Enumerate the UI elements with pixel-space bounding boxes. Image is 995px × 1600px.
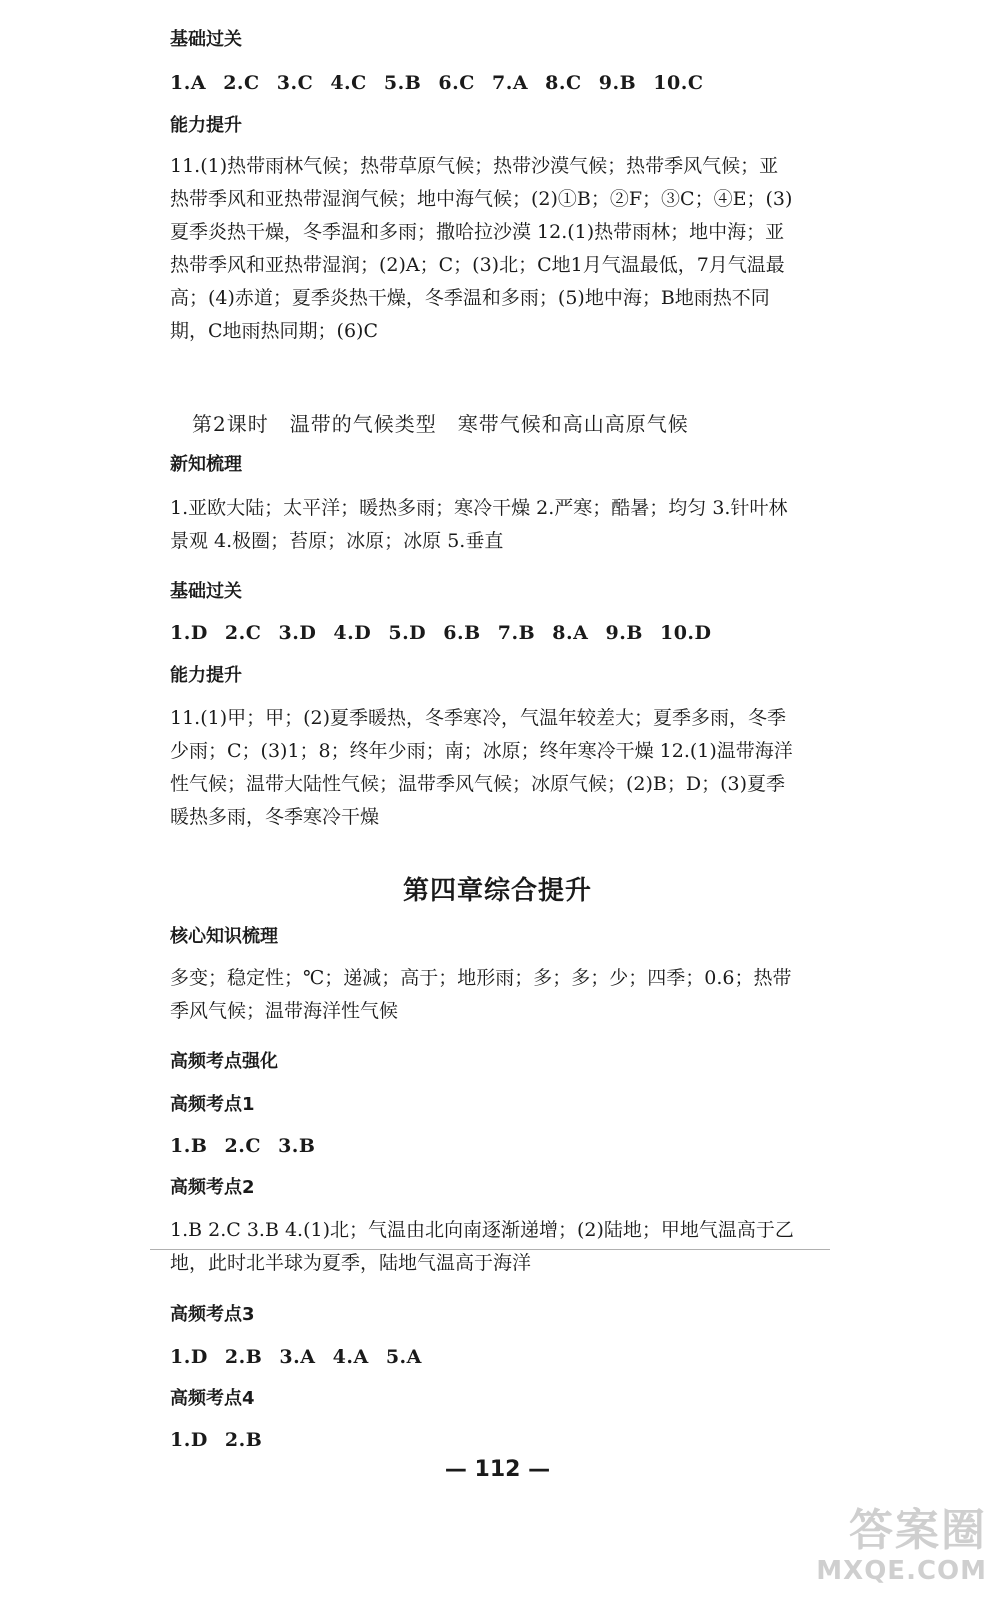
chapter-title: 第四章综合提升 xyxy=(402,876,592,906)
heading-basic-1: 基础过关 xyxy=(170,29,242,50)
answers-point-1: 1.B 2.C 3.B xyxy=(170,1135,316,1157)
text-ability-2: 11.(1)甲；甲；(2)夏季暖热，冬季寒冷，气温年较差大；夏季多雨，冬季少雨；C；(3)1；8；终年少雨；南；冰原；终年寒冷干燥 12.(1)温带海洋性气候；温带大陆性气候；温带季风气候；冰原气候；(2)B；D；(3)夏季暖热多雨，冬季寒冷干燥 xyxy=(170,707,793,828)
heading-new-knowledge: 新知梳理 xyxy=(170,454,242,475)
heading-point-2: 高频考点2 xyxy=(170,1177,255,1198)
page-number: — 112 — xyxy=(444,1457,551,1482)
lesson-title: 第2课时 温带的气候类型 寒带气候和高山高原气候 xyxy=(192,412,689,436)
text-point-2: 1.B 2.C 3.B 4.(1)北；气温由北向南逐渐递增；(2)陆地；甲地气温高于乙地，此时北半球为夏季，陆地气温高于海洋 xyxy=(170,1219,794,1274)
answers-basic-2: 1.D 2.C 3.D 4.D 5.D 6.B 7.B 8.A 9.B 10.D xyxy=(170,622,712,644)
text-ability-1: 11.(1)热带雨林气候；热带草原气候；热带沙漠气候；热带季风气候；亚热带季风和亚热带湿润气候；地中海气候；(2)①B；②F；③C；④E；(3)夏季炎热干燥，冬季温和多雨；撒哈拉沙漠 12.(1)热带雨林；地中海；亚热带季风和亚热带湿润；(2)A；C；(3)北；C地1月气温最低，7月气温最高；(4)赤道；夏季炎热干燥，冬季温和多雨；(5)地中海；B地雨热不同期，C地雨热同期；(6)C xyxy=(170,155,793,342)
text-new-knowledge: 1.亚欧大陆；太平洋；暖热多雨；寒冷干燥 2.严寒；酷暑；均匀 3.针叶林景观 4.极圈；苔原；冰原；冰原 5.垂直 xyxy=(170,497,788,552)
heading-ability-1: 能力提升 xyxy=(170,115,242,136)
heading-point-1: 高频考点1 xyxy=(170,1094,255,1115)
heading-point-3: 高频考点3 xyxy=(170,1304,255,1325)
answers-point-3: 1.D 2.B 3.A 4.A 5.A xyxy=(170,1346,422,1368)
heading-point-4: 高频考点4 xyxy=(170,1388,255,1409)
watermark-url: MXQE.COM xyxy=(816,1556,987,1586)
answers-point-4: 1.D 2.B xyxy=(170,1429,263,1451)
watermark xyxy=(816,1506,987,1586)
heading-ability-2: 能力提升 xyxy=(170,665,242,686)
answers-basic-1: 1.A 2.C 3.C 4.C 5.B 6.C 7.A 8.C 9.B 10.C xyxy=(170,72,704,94)
heading-basic-2: 基础过关 xyxy=(170,581,242,602)
text-core-knowledge: 多变；稳定性；℃；递减；高于；地形雨；多；多；少；四季；0.6；热带季风气候；温带海洋性气候 xyxy=(170,967,792,1022)
heading-high-frequency: 高频考点强化 xyxy=(170,1051,278,1072)
heading-core-knowledge: 核心知识梳理 xyxy=(170,926,278,947)
watermark-logo: 答案圈 xyxy=(849,1505,987,1556)
